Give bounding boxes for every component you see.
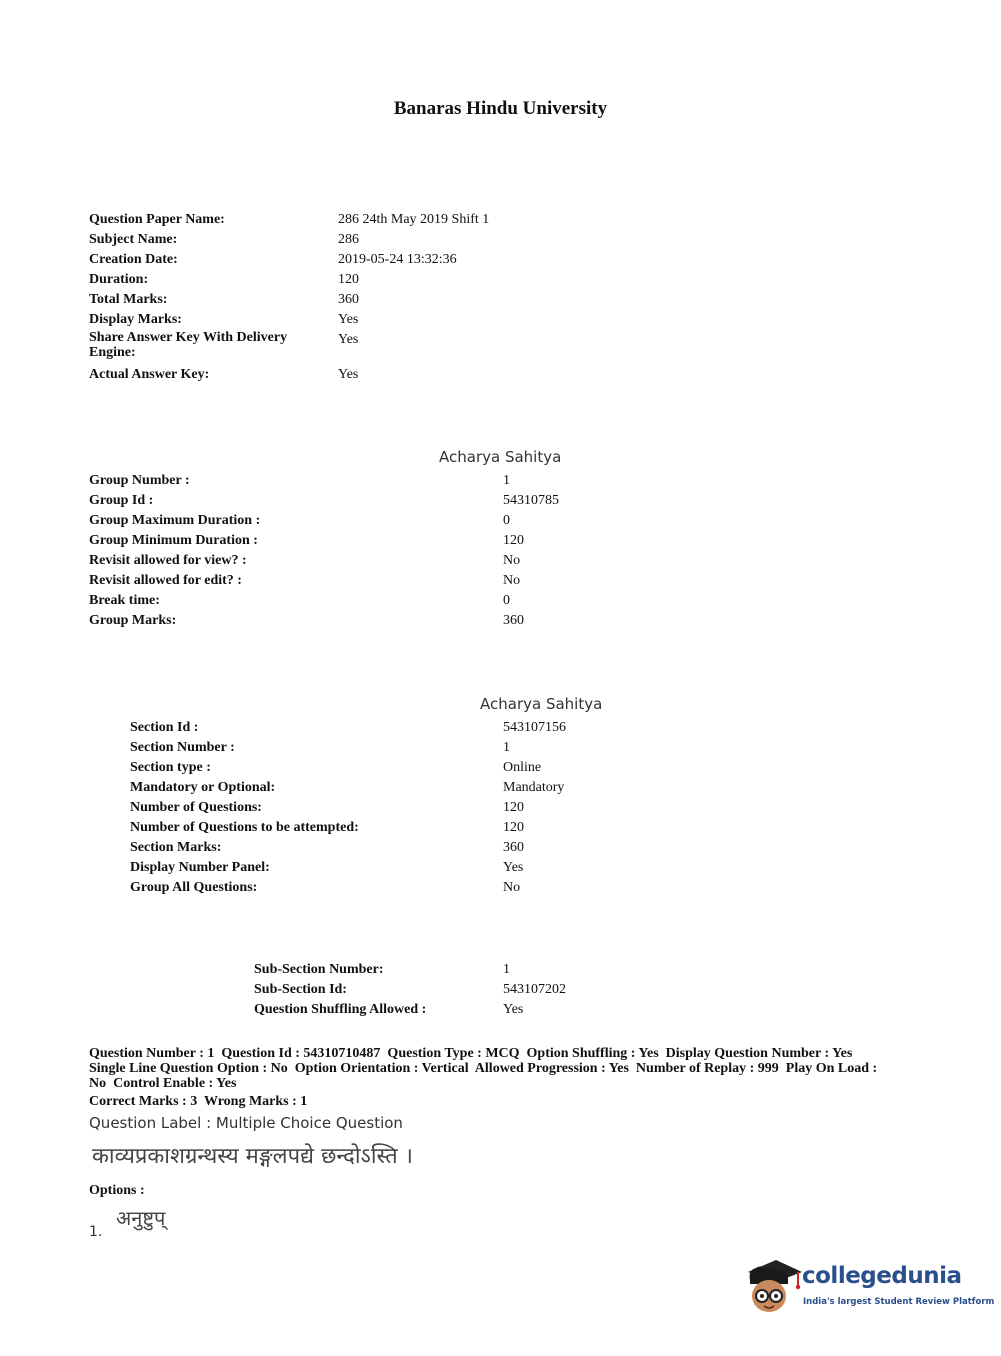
group-heading: Acharya Sahitya [439, 448, 562, 466]
share-answer-key-label-line2: Engine: [89, 345, 136, 360]
section-marks-label: Section Marks: [130, 840, 222, 855]
paper-info [89, 210, 589, 390]
group-id-label: Group Id : [89, 493, 154, 508]
duration-label: Duration: [89, 272, 149, 287]
group-all-questions-value: No [503, 880, 521, 895]
question-marks: Correct Marks : 3 Wrong Marks : 1 [89, 1094, 308, 1109]
questions-to-attempt-label: Number of Questions to be attempted: [130, 820, 359, 835]
section-heading: Acharya Sahitya [480, 695, 603, 713]
break-time-label: Break time: [89, 593, 160, 608]
group-min-duration-value: 120 [503, 533, 524, 548]
section-id-label: Section Id : [130, 720, 199, 735]
subsection-number-value: 1 [503, 962, 510, 977]
question-shuffling-value: Yes [503, 1002, 524, 1017]
group-max-duration-value: 0 [503, 513, 510, 528]
total-marks-label: Total Marks: [89, 292, 168, 307]
question-meta [89, 1046, 919, 1091]
duration-value: 120 [338, 272, 359, 287]
creation-date-label: Creation Date: [89, 252, 178, 267]
paper-name-label: Question Paper Name: [89, 212, 225, 227]
group-min-duration-label: Group Minimum Duration : [89, 533, 258, 548]
group-number-label: Group Number : [89, 473, 190, 488]
creation-date-value: 2019-05-24 13:32:36 [338, 252, 457, 267]
collegedunia-tagline: India's largest Student Review Platform [803, 1297, 995, 1307]
question-meta-line1: Question Number : 1 Question Id : 54310710487 Question Type : MCQ Option Shuffling : Yes Display Question Number : Yes [89, 1046, 853, 1061]
actual-answer-key-value: Yes [338, 367, 359, 382]
subsection-id-label: Sub-Section Id: [254, 982, 347, 997]
section-info [130, 718, 630, 903]
share-answer-key-label-line1: Share Answer Key With Delivery [89, 330, 288, 345]
group-id-value: 54310785 [503, 493, 559, 508]
share-answer-key-label [89, 330, 287, 360]
group-marks-value: 360 [503, 613, 524, 628]
subsection-id-value: 543107202 [503, 982, 566, 997]
revisit-view-label: Revisit allowed for view? : [89, 553, 247, 568]
section-type-value: Online [503, 760, 542, 775]
group-marks-label: Group Marks: [89, 613, 177, 628]
number-of-questions-label: Number of Questions: [130, 800, 262, 815]
display-marks-value: Yes [338, 312, 359, 327]
paper-name-value: 286 24th May 2019 Shift 1 [338, 212, 490, 227]
section-marks-value: 360 [503, 840, 524, 855]
display-number-panel-value: Yes [503, 860, 524, 875]
questions-to-attempt-value: 120 [503, 820, 524, 835]
number-of-questions-value: 120 [503, 800, 524, 815]
university-title: Banaras Hindu University [393, 98, 608, 119]
option-1-number: 1. [89, 1224, 103, 1240]
section-type-label: Section type : [130, 760, 211, 775]
revisit-edit-label: Revisit allowed for edit? : [89, 573, 242, 588]
question-text: काव्यप्रकाशग्रन्थस्य मङ्गलपद्ये छन्दोऽस्ति । [92, 1144, 413, 1169]
question-meta-line3: No Control Enable : Yes [89, 1076, 237, 1091]
options-label: Options : [89, 1183, 145, 1198]
revisit-view-value: No [503, 553, 521, 568]
option-1-text: अनुष्टुप् [116, 1206, 166, 1230]
break-time-value: 0 [503, 593, 510, 608]
section-number-value: 1 [503, 740, 510, 755]
subsection-number-label: Sub-Section Number: [254, 962, 384, 977]
display-marks-label: Display Marks: [89, 312, 182, 327]
mandatory-optional-value: Mandatory [503, 780, 565, 795]
total-marks-value: 360 [338, 292, 359, 307]
display-number-panel-label: Display Number Panel: [130, 860, 270, 875]
group-max-duration-label: Group Maximum Duration : [89, 513, 261, 528]
share-answer-key-value: Yes [338, 332, 359, 347]
group-number-value: 1 [503, 473, 510, 488]
mandatory-optional-label: Mandatory or Optional: [130, 780, 276, 795]
revisit-edit-value: No [503, 573, 521, 588]
section-number-label: Section Number : [130, 740, 235, 755]
section-id-value: 543107156 [503, 720, 566, 735]
subsection-info [254, 960, 654, 1025]
question-meta-line2: Single Line Question Option : No Option Orientation : Vertical Allowed Progression : Yes Number of Replay : 999 Play On Load : [89, 1061, 878, 1076]
question-label: Question Label : Multiple Choice Question [89, 1114, 403, 1132]
question-shuffling-label: Question Shuffling Allowed : [254, 1002, 427, 1017]
subject-name-value: 286 [338, 232, 359, 247]
actual-answer-key-label: Actual Answer Key: [89, 367, 210, 382]
group-all-questions-label: Group All Questions: [130, 880, 258, 895]
collegedunia-mascot-icon [742, 1250, 804, 1318]
subject-name-label: Subject Name: [89, 232, 178, 247]
collegedunia-brand: collegedunia [802, 1263, 962, 1289]
group-info [89, 471, 589, 636]
